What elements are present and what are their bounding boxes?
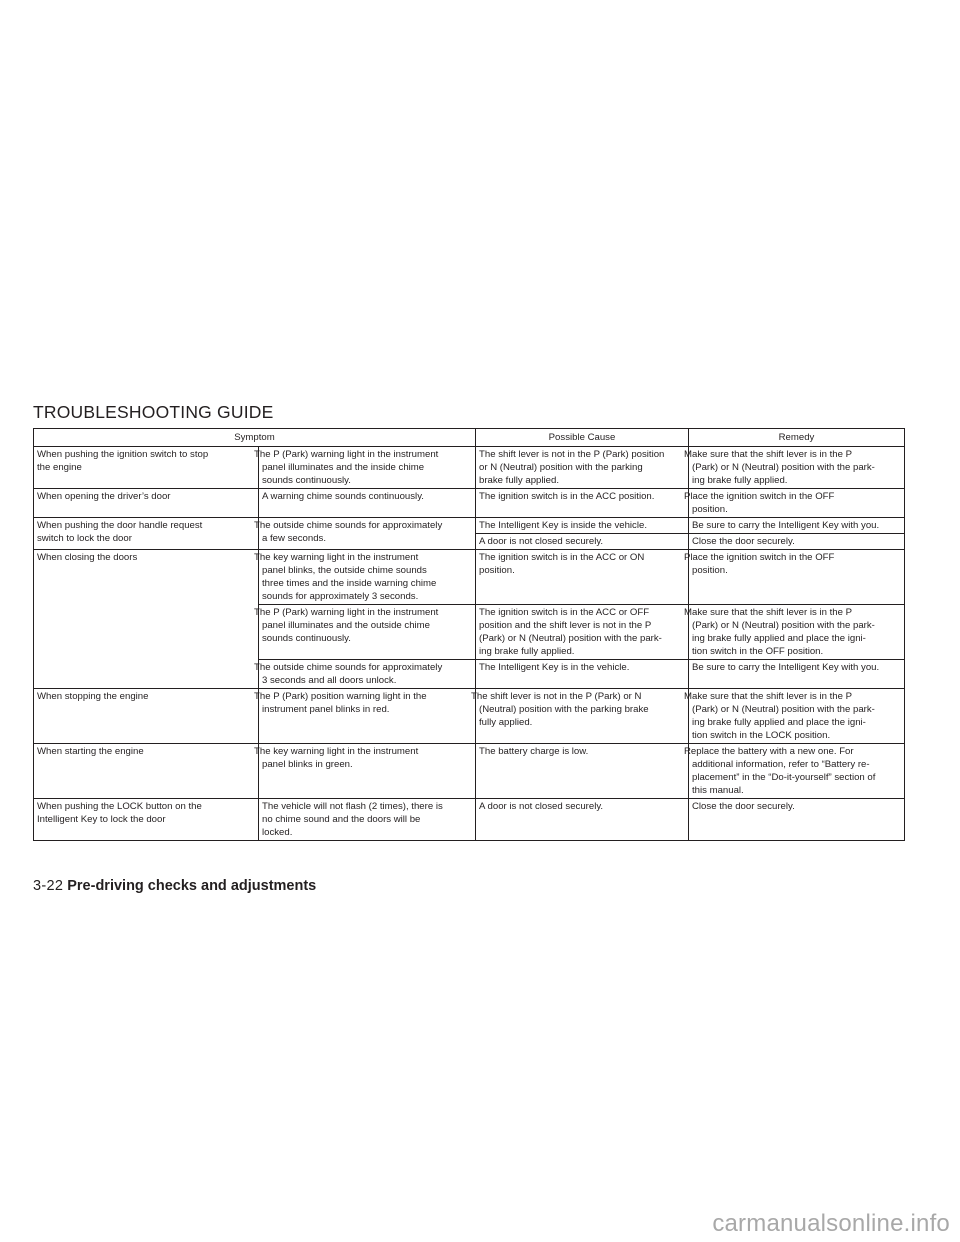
table-row: [34, 744, 905, 799]
table-row: [34, 799, 905, 841]
remedy-cell: Make sure that the shift lever is in the P (Park) or N (Neutral) position with the park- ing brake fully applied and place the igni- tion switch in the LOCK position.: [689, 689, 905, 744]
remedy-cell: Place the ignition switch in the OFF position.: [689, 550, 905, 605]
remedy-cell: Close the door securely.: [689, 799, 905, 841]
troubleshooting-table: [33, 428, 905, 841]
remedy-cell: Make sure that the shift lever is in the P (Park) or N (Neutral) position with the park- ing brake fully applied.: [689, 447, 905, 489]
remedy-cell: Make sure that the shift lever is in the P (Park) or N (Neutral) position with the park- ing brake fully applied and place the igni- tion switch in the OFF position.: [689, 605, 905, 660]
table-row: [34, 447, 905, 489]
cause-cell: The ignition switch is in the ACC position.: [476, 489, 689, 518]
cause-cell: The Intelligent Key is in the vehicle.: [476, 660, 689, 689]
condition-cell: The P (Park) position warning light in the instrument panel blinks in red.: [259, 689, 476, 744]
watermark-text: carmanualsonline.info: [712, 1210, 950, 1237]
remedy-cell: Be sure to carry the Intelligent Key with you.: [689, 660, 905, 689]
cause-cell: A door is not closed securely.: [476, 534, 689, 550]
situation-cell: When closing the doors: [34, 550, 259, 689]
page-number: 3-22: [33, 878, 64, 894]
page-title: TROUBLESHOOTING GUIDE: [33, 402, 274, 422]
situation-cell: When opening the driver’s door: [34, 489, 259, 518]
condition-cell: A warning chime sounds continuously.: [259, 489, 476, 518]
remedy-cell: Replace the battery with a new one. For additional information, refer to “Battery re- placement” in the “Do-it-yourself” section of this manual.: [689, 744, 905, 799]
cause-cell: The ignition switch is in the ACC or ON position.: [476, 550, 689, 605]
table-row: [34, 689, 905, 744]
condition-cell: The key warning light in the instrument panel blinks in green.: [259, 744, 476, 799]
condition-cell: The P (Park) warning light in the instrument panel illuminates and the inside chime sounds continuously.: [259, 447, 476, 489]
table-header-row: [34, 429, 905, 447]
cause-cell: The ignition switch is in the ACC or OFF position and the shift lever is not in the P (Park) or N (Neutral) position with the park- ing brake fully applied.: [476, 605, 689, 660]
cause-cell: A door is not closed securely.: [476, 799, 689, 841]
table-row: [34, 518, 905, 534]
page-footer: [33, 878, 316, 894]
condition-cell: The key warning light in the instrument panel blinks, the outside chime sounds three times and the inside warning chime sounds for approximately 3 seconds.: [259, 550, 476, 605]
table-row: [34, 489, 905, 518]
section-title: Pre-driving checks and adjustments: [67, 878, 317, 894]
situation-cell: When pushing the LOCK button on the Intelligent Key to lock the door: [34, 799, 259, 841]
condition-cell: The P (Park) warning light in the instrument panel illuminates and the outside chime sounds continuously.: [259, 605, 476, 660]
remedy-cell: Place the ignition switch in the OFF position.: [689, 489, 905, 518]
remedy-cell: Close the door securely.: [689, 534, 905, 550]
situation-cell: When pushing the door handle request switch to lock the door: [34, 518, 259, 550]
cause-cell: The Intelligent Key is inside the vehicle.: [476, 518, 689, 534]
condition-cell: The outside chime sounds for approximately a few seconds.: [259, 518, 476, 550]
situation-cell: When starting the engine: [34, 744, 259, 799]
situation-cell: When pushing the ignition switch to stop the engine: [34, 447, 259, 489]
cause-cell: The shift lever is not in the P (Park) or N (Neutral) position with the parking brake fully applied.: [476, 689, 689, 744]
header-possible-cause: Possible Cause: [476, 429, 689, 447]
cause-cell: The shift lever is not in the P (Park) position or N (Neutral) position with the parking brake fully applied.: [476, 447, 689, 489]
condition-cell: The vehicle will not flash (2 times), there is no chime sound and the doors will be locked.: [259, 799, 476, 841]
situation-cell: When stopping the engine: [34, 689, 259, 744]
cause-cell: The battery charge is low.: [476, 744, 689, 799]
header-symptom: Symptom: [34, 429, 476, 447]
header-remedy: Remedy: [689, 429, 905, 447]
condition-cell: The outside chime sounds for approximately 3 seconds and all doors unlock.: [259, 660, 476, 689]
remedy-cell: Be sure to carry the Intelligent Key with you.: [689, 518, 905, 534]
table-row: [34, 550, 905, 605]
